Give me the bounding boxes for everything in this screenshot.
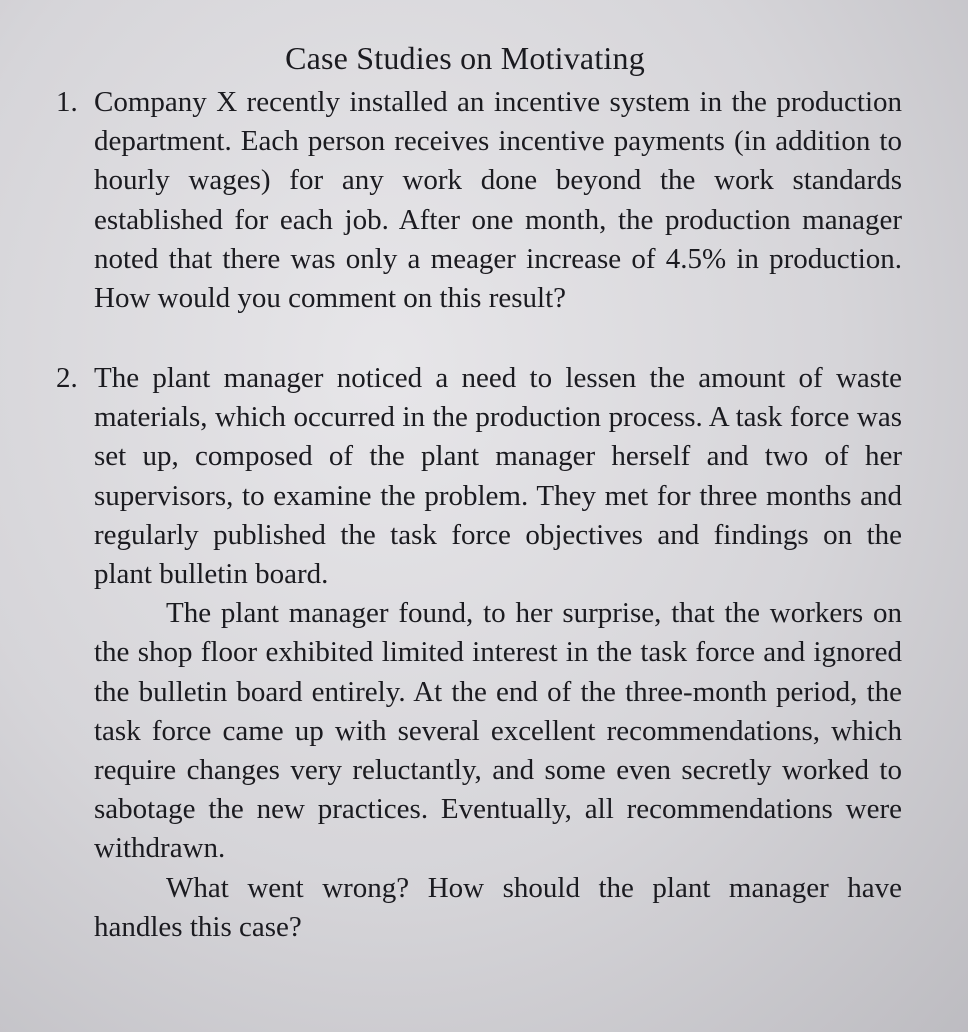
case-paragraph: What went wrong? How should the plant manager have handles this case? (94, 871, 902, 943)
case-number: 1. (56, 86, 78, 118)
case-paragraph: The plant manager found, to her surprise, that the workers on the shop floor exhibited limited interest in the task force and ignored the bulletin board entirely. At the end of the three-month period, the task force came up with several excellent recommendations, which require changes very reluctantly, and some even secretly worked to sabotage the new practices. Eventually, all recommendations were withdrawn. (94, 597, 902, 865)
case-paragraph: The plant manager noticed a need to lessen the amount of waste materials, which occurred in the production process. A task force was set up, composed of the plant manager herself and two of her supervisors, to examine the problem. They met for three months and regularly published the task force objectives and findings on the plant bulletin board. (94, 362, 902, 591)
document-title: Case Studies on Motivating (285, 40, 645, 76)
case-body (94, 359, 902, 947)
case-item-1 (56, 83, 902, 318)
case-item-2 (56, 359, 902, 947)
case-paragraph: Company X recently installed an incentive system in the production department. Each person receives incentive payments (in addition to hourly wages) for any work done beyond the work standards established for each job. After one month, the production manager noted that there was only a meager increase of 4.5% in production. How would you comment on this result? (94, 86, 902, 315)
case-body (94, 83, 902, 318)
case-number: 2. (56, 362, 78, 394)
